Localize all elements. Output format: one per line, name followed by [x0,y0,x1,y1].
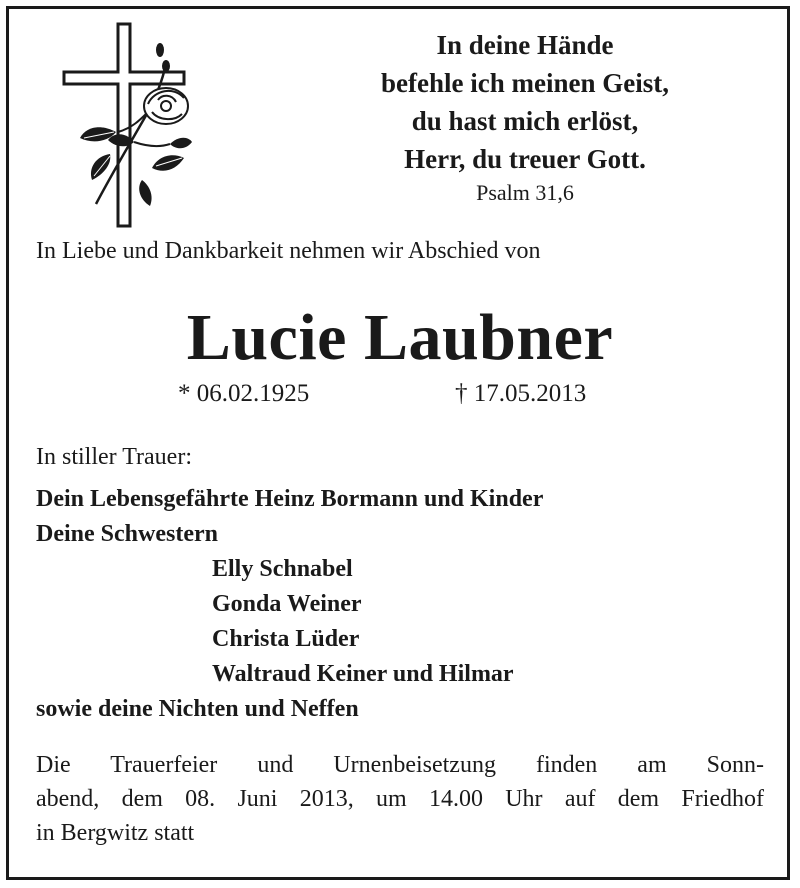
mourner-partner: Dein Lebensgefährte Heinz Bormann und Kinder [36,486,544,512]
ceremony-line: in Bergwitz statt [36,820,195,846]
ceremony-details [36,748,764,850]
verse-line: In deine Hände [436,30,614,60]
farewell-intro: In Liebe und Dankbarkeit nehmen wir Abschied von [36,238,541,264]
death-date: † 17.05.2013 [455,380,587,407]
birth-date: * 06.02.1925 [178,380,310,407]
verse-line: Herr, du treuer Gott. [404,144,646,174]
verse-citation: Psalm 31,6 [476,180,574,205]
mourner-sister: Christa Lüder [212,626,360,652]
mourner-sisters-heading: Deine Schwestern [36,521,218,547]
mourner-closing: sowie deine Nichten und Neffen [36,696,359,722]
mourner-sister: Gonda Weiner [212,591,362,617]
ceremony-line: Die Trauerfeier und Urnenbeisetzung finden am Sonn- [36,752,764,778]
ceremony-line: abend, dem 08. Juni 2013, um 14.00 Uhr auf dem Friedhof [36,786,764,812]
mourners-label: In stiller Trauer: [36,444,192,470]
deceased-name: Lucie Laubner [186,301,614,374]
verse [320,26,730,178]
mourner-sister: Waltraud Keiner und Hilmar [212,661,514,687]
cross-with-rose-icon [62,20,192,232]
mourners-list [36,482,543,727]
verse-line: du hast mich erlöst, [411,106,639,136]
mourner-sister: Elly Schnabel [212,556,353,582]
verse-line: befehle ich meinen Geist, [381,68,669,98]
